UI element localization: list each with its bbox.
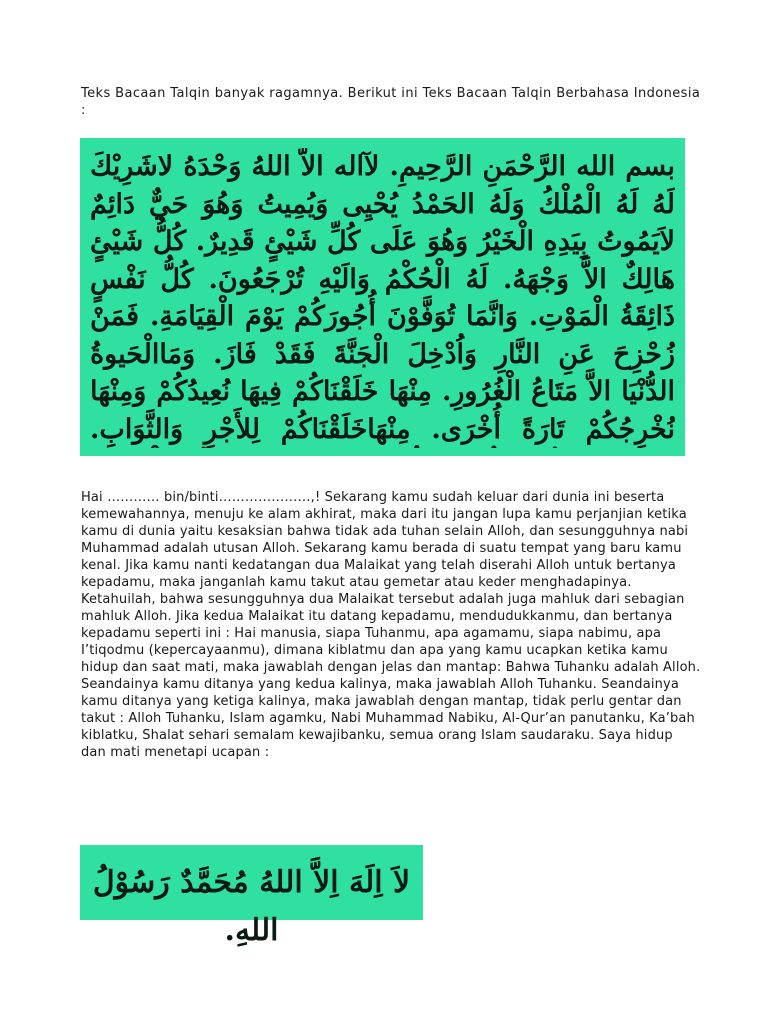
translation-paragraph-2: Ketahuilah, bahwa sesungguhnya dua Malaikat tersebut adalah juga mahluk dari sebagian mahluk Alloh. Jika kedua Malaikat itu datang kepadamu, mendudukkanmu, dan bertanya kepadamu seperti ini : Hai manusia, siapa Tuhanmu, apa agamamu, siapa nabimu, apa I’tiqodmu (kepercayaanmu), dimana kiblatmu dan apa yang kamu ucapkan ketika kamu hidup dan saat mati, maka jawablah dengan jelas dan mantap: Bahwa Tuhanku adalah Alloh. Seandainya kamu ditanya yang kedua kalinya, maka jawablah Alloh Tuhanku. Seandainya kamu ditanya yang ketiga kalinya, maka jawablah dengan mantap, tidak perlu gentar dan takut : Alloh Tuhanku, Islam agamku, Nabi Muhammad Nabiku, Al-Qur’an panutanku, Ka’bah kiblatku, Shalat sehari semalam kewajibanku, semua orang Islam saudaraku. Saya hidup dan mati menetapi ucapan :	[81, 592, 701, 760]
arabic-talqin-panel	[80, 138, 685, 456]
translation-paragraph-1: Hai ………… bin/binti…………………,! Sekarang kamu sudah keluar dari dunia ini beserta kemewahannya, menuju ke alam akhirat, maka dari itu jangan lupa kamu perjanjian ketika kamu di dunia yaitu kesaksian bahwa tidak ada tuhan selain Alloh, dan sesungguhnya nabi Muhammad adalah utusan Alloh. Sekarang kamu berada di suatu tempat yang baru kamu kenal. Jika kamu nanti kedatangan dua Malaikat yang telah diserahi Alloh untuk bertanya kepadamu, maka janganlah kamu takut atau gemetar atau keder menghadapinya.	[81, 490, 689, 590]
shahada-text: لاَ اِلَهَ اِلاَّ اللهُ مُحَمَّدٌ رَسُوْلُ اللهِ.	[92, 865, 411, 948]
arabic-talqin-text: بسم الله الرَّحْمَنِ الرَّحِيمِ. لآاله الاَّ اللهُ وَحْدَهُ لاشَرِيْكَ لَهُ لَهُ الْمُلْكُ وَلَهُ الحَمْدُ يُحْيِى وَيُمِيتُ وَهُوَ حَيٌّ دَائِمٌ لاَيَمُوتُ بِيَدِهِ الْخَيْرُ وَهُوَ عَلَى كُلِّ شَيْئٍ قَدِيرٌ. كُلُّ شَيْئٍ هَالِكٌ الاَّ وَجْهَهُ. لَهُ الْحُكْمُ وَالَيْهِ تُرْجَعُونَ. كُلُّ نَفْسٍ ذَائِقَةُ الْمَوْتِ. وَانَّمَا تُوَفَّوْنَ أُجُورَكُمْ يَوْمَ الْقِيَامَةِ. فَمَنْ زُحْزِحَ عَنِ النَّارِ وَاُدْخِلَ الْجَنَّةَ فَقَدْ فَازَ. وَمَاالْحَيوةُ الدُّنْيَا الاَّ مَتَاعُ الْغُرُورِ. مِنْهَا خَلَقْنَاكُمْ فِيهَا نُعِيدُكُمْ وَمِنْهَا نُخْرِجُكُمْ تَارَةً أُخْرَى. مِنْهَاخَلَقْنَاكُمْ لِلأَجْرِ وَالثَّوَابِ.	[90, 151, 675, 445]
intro-text: Teks Bacaan Talqin banyak ragamnya. Berikut ini Teks Bacaan Talqin Berbahasa Indonesia :	[81, 86, 701, 118]
translation-text	[81, 489, 701, 761]
shahada-panel	[80, 845, 423, 948]
